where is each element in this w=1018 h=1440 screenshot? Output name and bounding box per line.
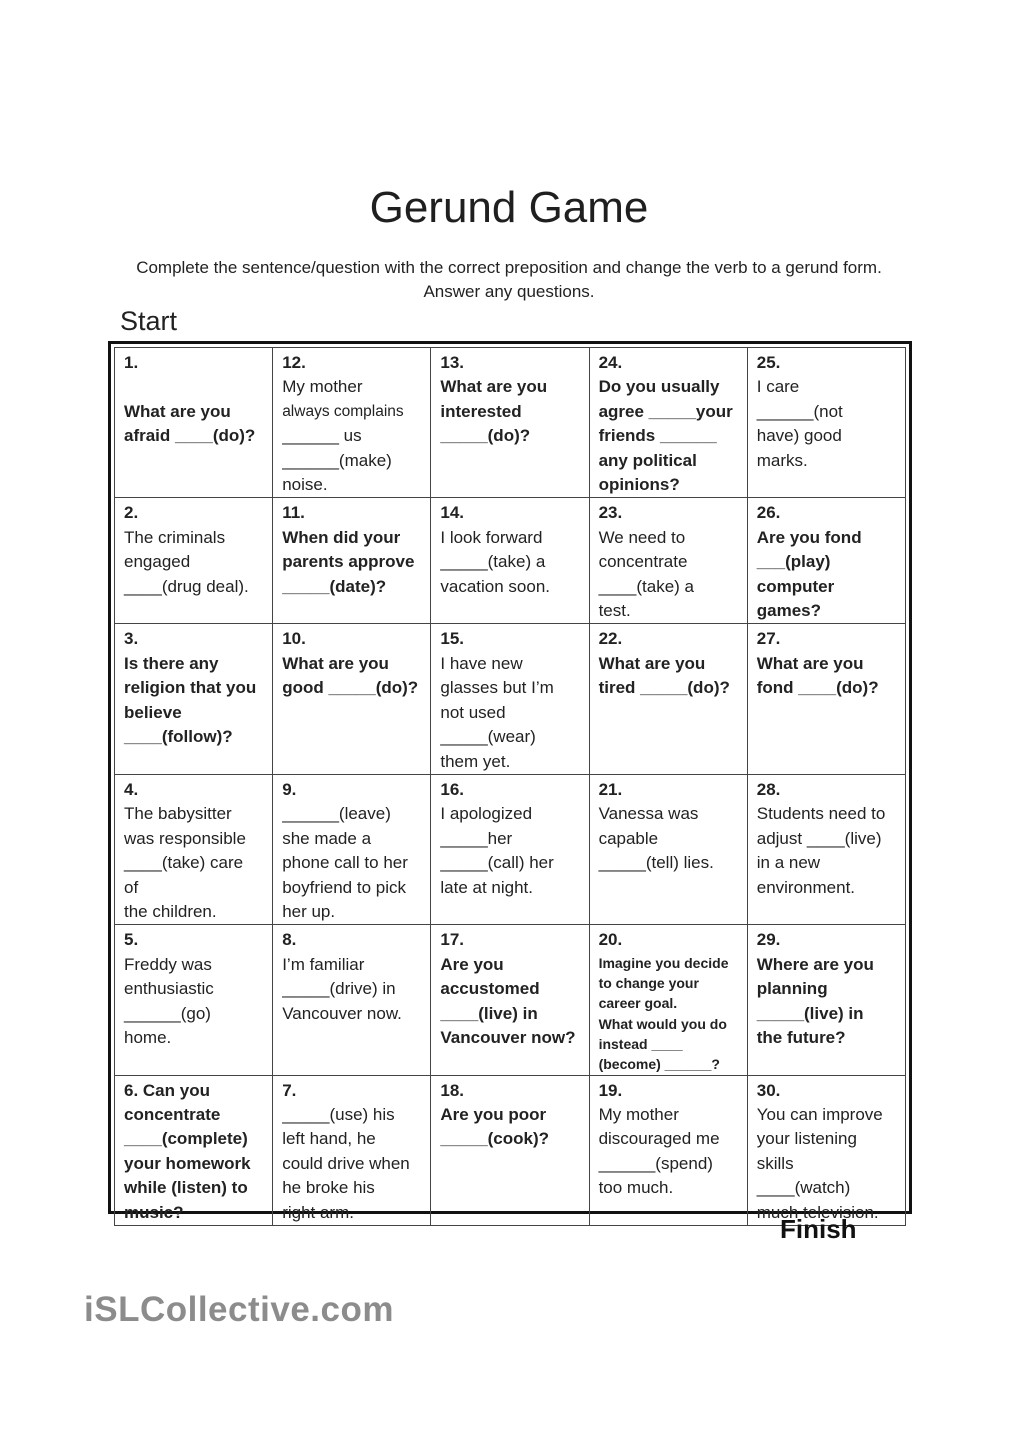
square-text-line: _____(use) his: [282, 1104, 395, 1124]
square-number: 24.: [598, 353, 623, 372]
square-number: 22.: [598, 629, 623, 649]
page-title: Gerund Game: [369, 183, 649, 232]
square-text-line: parents approve: [282, 552, 415, 572]
board-square: [431, 348, 589, 498]
square-text-line: could drive when: [282, 1153, 410, 1173]
board-square: [747, 498, 905, 624]
square-text-line: ___(play): [756, 552, 831, 572]
square-number: 30.: [756, 1080, 781, 1100]
square-text-line: adjust ____(live): [756, 828, 882, 848]
board-square: [273, 624, 431, 774]
board-square: [431, 498, 589, 624]
square-number: 10.: [282, 629, 306, 649]
square-number: 15.: [440, 629, 465, 649]
board-square: [273, 925, 431, 1075]
square-number: 28.: [756, 779, 781, 799]
square-text-line: The criminals: [124, 527, 226, 547]
square-text-line: afraid ____(do)?: [124, 426, 256, 446]
square-text-line: friends ______: [598, 426, 717, 446]
square-text-line: have) good: [756, 426, 842, 446]
square-text-line: _____(drive) in: [282, 979, 396, 999]
board-square: [115, 624, 273, 774]
square-text-line: music?: [124, 1202, 184, 1222]
square-text-line: good _____(do)?: [282, 678, 419, 698]
square-text-line: ____(watch): [756, 1178, 851, 1198]
board-square: [589, 925, 747, 1075]
board-row: [115, 925, 906, 1075]
square-text-line: ______(go): [124, 1003, 211, 1023]
square-text-line: Imagine you decide: [598, 954, 729, 971]
square-text-line: in a new: [756, 853, 821, 873]
square-text-line: agree _____your: [598, 401, 733, 421]
square-text-line: fond ____(do)?: [756, 678, 879, 698]
square-text-line: We need to: [598, 527, 686, 547]
square-text-line: Vancouver now?: [440, 1027, 576, 1047]
square-text-line: engaged: [124, 552, 191, 572]
board-square: [115, 1075, 273, 1225]
square-text-line: tired _____(do)?: [598, 678, 730, 698]
square-text-line: much television.: [756, 1202, 879, 1222]
square-number: 17.: [440, 930, 465, 950]
watermark-logo: iSLCollective.com: [84, 1290, 394, 1329]
board-square: [589, 1075, 747, 1225]
square-text-line: What are you: [598, 653, 706, 673]
square-text-line: _____(tell) lies.: [598, 853, 714, 873]
square-text-line: Vancouver now.: [282, 1003, 402, 1023]
square-text-line: What are you: [124, 401, 231, 421]
square-text-line: test.: [598, 601, 631, 621]
square-text-line: them yet.: [440, 751, 511, 771]
square-number: 29.: [756, 930, 781, 950]
square-text-line: I have new: [440, 653, 523, 673]
square-number: 7.: [282, 1080, 297, 1100]
board-square: [431, 774, 589, 924]
square-number: 3.: [124, 629, 139, 649]
square-text-line: (become) ______?: [598, 1056, 720, 1073]
square-text-line: Where are you: [756, 954, 874, 974]
square-text-line: Are you fond: [756, 527, 862, 547]
square-text-line: _____(live) in: [756, 1003, 864, 1023]
square-text-line: vacation soon.: [440, 576, 551, 596]
board-row: [115, 498, 906, 624]
square-number: 21.: [598, 779, 623, 799]
square-number: 27.: [756, 629, 781, 649]
square-text-line: your homework: [124, 1153, 251, 1173]
board-row: [115, 624, 906, 774]
game-board: [108, 341, 912, 1222]
square-text-line: career goal.: [598, 995, 678, 1012]
square-text-line: marks.: [756, 450, 808, 470]
square-text-line: skills: [756, 1153, 794, 1173]
square-text-line: religion that you: [124, 678, 257, 698]
square-text-line: _____her: [440, 828, 513, 848]
square-text-line: any political: [598, 450, 697, 470]
game-grid: [114, 347, 906, 1226]
square-text-line: Freddy was: [124, 954, 212, 974]
board-square: [115, 774, 273, 924]
board-square: [273, 348, 431, 498]
square-number: 19.: [598, 1080, 623, 1100]
board-square: [589, 774, 747, 924]
square-text-line: home.: [124, 1027, 172, 1047]
square-text-line: _____(wear): [440, 727, 536, 747]
square-text-line: Are you poor: [440, 1104, 547, 1124]
square-number: 26.: [756, 503, 781, 523]
square-text-line: concentrate: [598, 552, 688, 572]
square-text-line: Is there any: [124, 653, 219, 673]
finish-label: Finish: [780, 1214, 857, 1244]
board-square: [747, 774, 905, 924]
board-square: [589, 624, 747, 774]
square-number: 11.: [282, 503, 305, 523]
square-number: 1.: [124, 353, 139, 372]
square-text-line: Do you usually: [598, 377, 720, 397]
square-number: 14.: [440, 503, 465, 523]
square-number: 2.: [124, 503, 139, 523]
square-text-line: _____(call) her: [440, 853, 554, 873]
square-text-line: the future?: [756, 1027, 846, 1047]
square-number: 18.: [440, 1080, 465, 1100]
board-square: [431, 1075, 589, 1225]
square-text-line: What are you: [282, 653, 389, 673]
square-text-line: Vanessa was: [598, 804, 699, 824]
square-text-line: was responsible: [124, 828, 246, 848]
square-text-line: ______(make): [282, 450, 392, 470]
square-text-line: _____(take) a: [440, 552, 546, 572]
square-text-line: instead ____: [598, 1035, 683, 1052]
board-square: [431, 925, 589, 1075]
square-text-line: What are you: [440, 377, 548, 397]
square-text-line: ______(not: [756, 401, 843, 421]
square-text-line: too much.: [598, 1178, 674, 1198]
board-square: [747, 624, 905, 774]
square-number: 6. Can you: [124, 1080, 210, 1100]
square-number: 13.: [440, 353, 465, 372]
board-square: [273, 498, 431, 624]
square-text-line: ____(live) in: [440, 1003, 538, 1023]
board-square: [273, 1075, 431, 1225]
square-text-line: My mother: [598, 1104, 679, 1124]
square-text-line: late at night.: [440, 877, 533, 897]
square-text-line: enthusiastic: [124, 979, 214, 999]
square-text-line: the children.: [124, 901, 217, 921]
square-text-line: When did your: [282, 527, 401, 547]
square-text-line: I care: [756, 377, 800, 397]
square-text-line: _____(date)?: [282, 576, 387, 596]
square-text-line: [124, 375, 266, 399]
square-text-line: she made a: [282, 828, 372, 848]
square-text-line: boyfriend to pick: [282, 877, 406, 897]
square-text-line: glasses but I’m: [440, 678, 554, 698]
square-text-line: What are you: [756, 653, 864, 673]
board-row: [115, 1075, 906, 1225]
board-row: [115, 774, 906, 924]
square-text-line: ____(take) a: [598, 576, 695, 596]
square-text-line: ____(take) care: [124, 853, 244, 873]
square-text-line: always complains: [282, 402, 404, 420]
square-text-line: computer: [756, 576, 835, 596]
square-text-line: believe: [124, 702, 182, 722]
board-row: [115, 348, 906, 498]
square-text-line: ____(follow)?: [124, 727, 233, 747]
square-text-line: planning: [756, 979, 828, 999]
board-square: [115, 498, 273, 624]
square-text-line: ______ us: [282, 426, 362, 446]
instructions: Complete the sentence/question with the correct preposition and change the verb to a gerund form. Answer any questions.: [136, 258, 882, 301]
square-text-line: ____(complete): [124, 1129, 248, 1149]
square-text-line: he broke his: [282, 1178, 375, 1198]
square-text-line: The babysitter: [124, 804, 232, 824]
square-text-line: not used: [440, 702, 506, 722]
board-square: [115, 925, 273, 1075]
board-square: [431, 624, 589, 774]
board-square: [589, 498, 747, 624]
square-text-line: ______(leave): [282, 804, 391, 824]
square-text-line: while (listen) to: [124, 1178, 248, 1198]
square-text-line: Students need to: [756, 804, 886, 824]
board-square: [747, 1075, 905, 1225]
square-text-line: _____(cook)?: [440, 1129, 550, 1149]
square-number: 23.: [598, 503, 623, 523]
board-square: [747, 348, 905, 498]
square-text-line: I look forward: [440, 527, 543, 547]
square-text-line: games?: [756, 601, 821, 621]
square-text-line: to change your: [598, 975, 699, 992]
square-text-line: I apologized: [440, 804, 533, 824]
square-text-line: My mother: [282, 377, 363, 397]
square-text-line: environment.: [756, 877, 856, 897]
square-text-line: left hand, he: [282, 1129, 376, 1149]
square-number: 5.: [124, 930, 139, 950]
square-text-line: ____(drug deal).: [124, 576, 249, 596]
square-text-line: right arm.: [282, 1202, 354, 1222]
square-text-line: What would you do: [598, 1015, 727, 1032]
board-square: [115, 348, 273, 498]
square-text-line: her up.: [282, 901, 336, 921]
square-number: 4.: [124, 779, 139, 799]
square-text-line: concentrate: [124, 1104, 221, 1124]
square-text-line: of: [124, 877, 139, 897]
board-square: [589, 348, 747, 498]
square-number: 16.: [440, 779, 465, 799]
square-text-line: interested: [440, 401, 522, 421]
square-text-line: capable: [598, 828, 659, 848]
square-text-line: _____(do)?: [440, 426, 531, 446]
square-number: 9.: [282, 779, 297, 799]
board-square: [747, 925, 905, 1075]
board-square: [273, 774, 431, 924]
square-text-line: phone call to her: [282, 853, 408, 873]
square-text-line: I’m familiar: [282, 954, 365, 974]
square-number: 12.: [282, 353, 306, 372]
square-text-line: You can improve: [756, 1104, 883, 1124]
square-text-line: opinions?: [598, 475, 680, 495]
square-number: 25.: [756, 353, 781, 372]
square-text-line: accustomed: [440, 979, 540, 999]
square-text-line: noise.: [282, 475, 328, 495]
square-text-line: discouraged me: [598, 1129, 720, 1149]
square-text-line: Are you: [440, 954, 504, 974]
square-number: 8.: [282, 930, 297, 950]
square-number: 20.: [598, 930, 623, 950]
square-text-line: your listening: [756, 1129, 857, 1149]
square-text-line: ______(spend): [598, 1153, 713, 1173]
start-label: Start: [120, 306, 178, 336]
